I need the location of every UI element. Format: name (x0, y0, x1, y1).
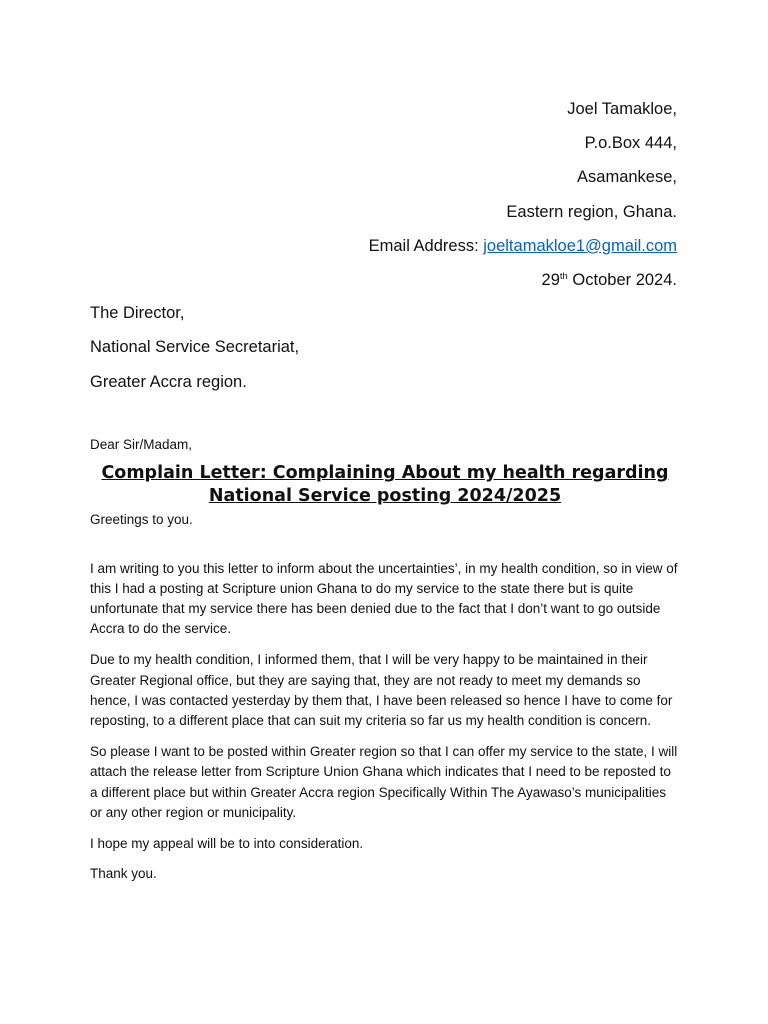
letter-date (177, 263, 677, 297)
closing-appeal: I hope my appeal will be to into consideration. (90, 835, 364, 851)
sign-off: Thank you. (90, 866, 157, 882)
recipient-region: Greater Accra region. (90, 372, 247, 391)
letter-body (90, 435, 680, 885)
date-day: 29 (541, 271, 560, 290)
email-link[interactable]: joeltamakloe1@gmail.com (483, 236, 677, 255)
greeting: Greetings to you. (90, 512, 193, 528)
recipient-organization: National Service Secretariat, (90, 338, 300, 357)
recipient-address-block (90, 296, 299, 399)
subject-heading (90, 462, 680, 508)
recipient-title: The Director, (90, 304, 185, 322)
sender-po-box: P.o.Box 444, (584, 134, 677, 153)
date-rest: October 2024. (567, 271, 677, 290)
body-paragraph: Due to my health condition, I informed them, that I will be very happy to be maintained in their Greater Regional office, but they are saying that, they are not ready to meet my demands so hence, I was contacted yesterday by them that, I have been released so hence I have to come for reposting, to a different place that can suit my criteria so far us my health condition is concern. (90, 652, 673, 729)
sender-name: Joel Tamakloe, (567, 100, 677, 118)
subject-line-2: National Service posting 2024/2025 (208, 486, 562, 507)
subject-line-1: Complain Letter: Complaining About my health regarding (101, 463, 669, 484)
email-label: Email Address: (368, 236, 484, 255)
sender-email-line (177, 229, 677, 263)
date-suffix: th (559, 271, 568, 283)
sender-address-block (177, 92, 677, 297)
sender-region: Eastern region, Ghana. (506, 202, 677, 221)
salutation: Dear Sir/Madam, (90, 437, 193, 452)
body-paragraph: I am writing to you this letter to inform about the uncertainties’, in my health condition, so in view of this I had a posting at Scripture union Ghana to do my service to the state there but is quite unfortunate that my service there has been denied due to the fact that I don’t want to go outside Accra to do the service. (90, 560, 678, 637)
body-paragraph: So please I want to be posted within Greater region so that I can offer my service to the state, I will attach the release letter from Scripture Union Ghana which indicates that I need to be reposted to a different place but within Greater Accra region Specifically Within The Ayawaso’s municipalities or any other region or municipality. (90, 743, 678, 820)
sender-town: Asamankese, (577, 168, 677, 187)
